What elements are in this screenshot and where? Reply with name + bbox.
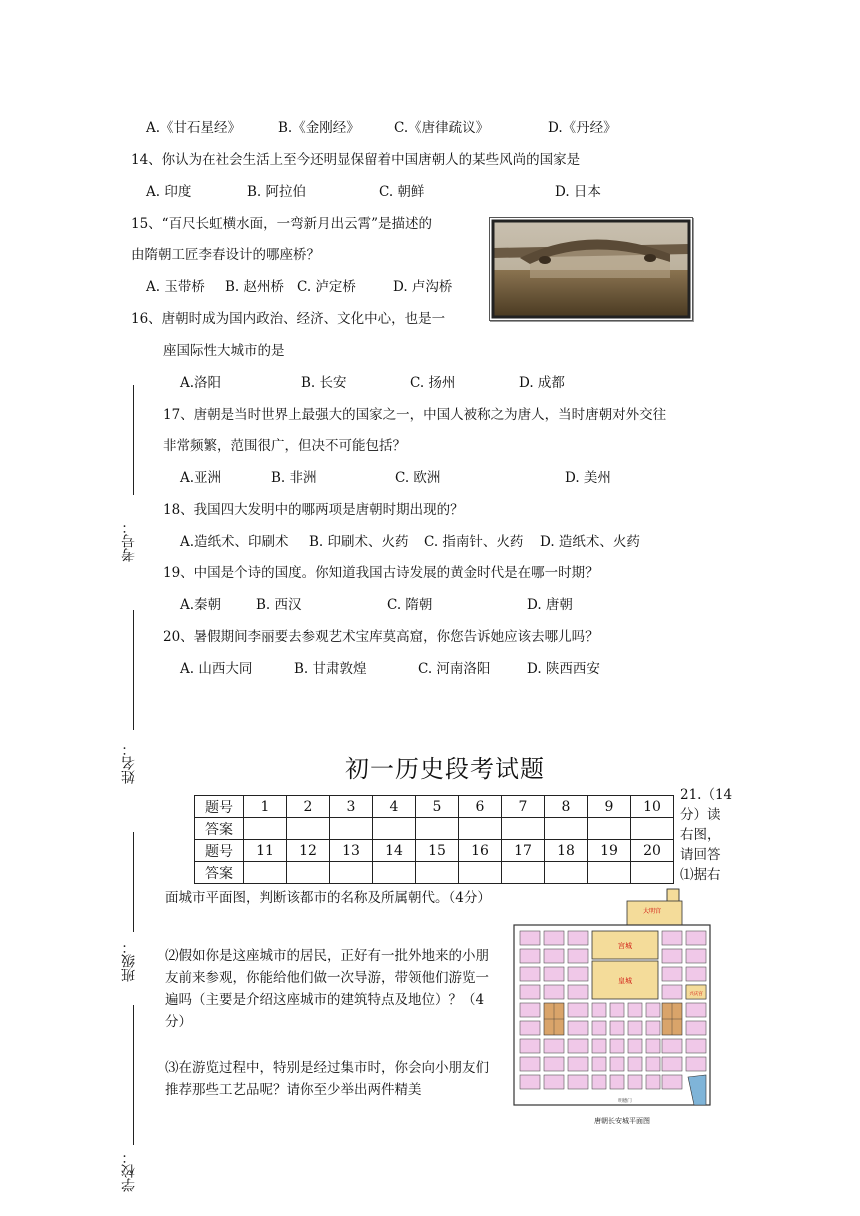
question-number: 7: [502, 796, 545, 818]
q13-option-d: D.《丹经》: [548, 120, 617, 136]
answer-cell[interactable]: [373, 862, 416, 884]
answer-cell[interactable]: [244, 818, 287, 840]
margin-line: [133, 832, 134, 932]
q14-text: 14、你认为在社会生活上至今还明显保留着中国唐朝人的某些风尚的国家是: [131, 152, 581, 168]
answer-cell[interactable]: [330, 862, 373, 884]
margin-line: [133, 610, 134, 730]
question-number: 1: [244, 796, 287, 818]
name-label: 姓名：: [121, 742, 137, 784]
q20-option-a: A. 山西大同: [180, 661, 253, 677]
margin-line: [133, 385, 134, 495]
q17-option-b: B. 非洲: [271, 470, 317, 486]
q21-side-5: ⑴据右: [680, 867, 721, 883]
answer-cell[interactable]: [459, 818, 502, 840]
q15-option-b: B. 赵州桥: [225, 279, 285, 295]
palace-city-label: 宫城: [618, 942, 632, 950]
q21-side-3: 右图，: [680, 827, 721, 843]
q21-part3: ⑶在游览过程中，特别是经过集市时，你会向小朋友们推荐那些工艺品呢？请你至少举出两件精美: [165, 1060, 489, 1098]
q18-option-c: C. 指南针、火药: [424, 534, 524, 550]
imperial-city-label: 皇城: [618, 977, 632, 985]
question-number: 11: [244, 840, 287, 862]
row-label: 题号: [195, 796, 244, 818]
q20-option-b: B. 甘肃敦煌: [294, 661, 367, 677]
q16-option-b: B. 长安: [301, 375, 347, 391]
q17-line2: 非常频繁，范围很广，但决不可能包括？: [163, 438, 406, 454]
q18-option-b: B. 印刷术、火药: [309, 534, 409, 550]
gate-label: 明德门: [618, 1099, 632, 1104]
q15-option-d: D. 卢沟桥: [393, 279, 453, 295]
answer-cell[interactable]: [244, 862, 287, 884]
question-number: 9: [588, 796, 631, 818]
q16-option-a: A.洛阳: [180, 375, 222, 391]
q13-option-c: C.《唐律疏议》: [394, 120, 490, 136]
q14-option-c: C. 朝鲜: [379, 184, 425, 200]
q18-text: 18、我国四大发明中的哪两项是唐朝时期出现的？: [163, 502, 464, 518]
q15-option-c: C. 泸定桥: [297, 279, 356, 295]
q14-option-b: B. 阿拉伯: [247, 184, 307, 200]
table-row: [195, 818, 674, 840]
q15-option-a: A. 玉带桥: [146, 279, 205, 295]
q17-option-d: D. 美州: [565, 470, 611, 486]
q15-line2: 由隋朝工匠李春设计的哪座桥？: [131, 247, 320, 263]
table-row: [195, 862, 674, 884]
question-number: 20: [631, 840, 674, 862]
school-label: 学校：: [121, 1150, 137, 1192]
question-number: 16: [459, 840, 502, 862]
answer-cell[interactable]: [373, 818, 416, 840]
question-number: 19: [588, 840, 631, 862]
exam-title: 初一历史段考试题: [345, 755, 545, 783]
table-row: [195, 840, 674, 862]
changan-city-map: [512, 887, 722, 1127]
answer-cell[interactable]: [330, 818, 373, 840]
q19-option-c: C. 隋朝: [387, 597, 433, 613]
answer-cell[interactable]: [416, 862, 459, 884]
q21-part2: ⑵假如你是这座城市的居民，正好有一批外地来的小朋友前来参观，你能给他们做一次导游，带领他们游览一遍吗（主要是介绍这座城市的建筑特点及地位）？（4分）: [165, 948, 489, 1030]
answer-cell[interactable]: [459, 862, 502, 884]
question-number: 4: [373, 796, 416, 818]
q13-option-b: B.《金刚经》: [278, 120, 360, 136]
q13-option-a: A.《甘石星经》: [146, 120, 242, 136]
answer-cell[interactable]: [588, 818, 631, 840]
answer-cell[interactable]: [631, 818, 674, 840]
answer-cell[interactable]: [287, 818, 330, 840]
answer-table: [194, 795, 674, 884]
xingqing-label: 兴庆宫: [689, 992, 703, 997]
q20-option-c: C. 河南洛阳: [418, 661, 491, 677]
question-number: 2: [287, 796, 330, 818]
question-number: 15: [416, 840, 459, 862]
q21-side-1: 21.（14: [680, 787, 733, 803]
margin-line: [133, 1005, 134, 1145]
answer-cell[interactable]: [502, 862, 545, 884]
class-label: 班级：: [121, 940, 137, 982]
question-number: 5: [416, 796, 459, 818]
answer-cell[interactable]: [416, 818, 459, 840]
answer-cell[interactable]: [545, 862, 588, 884]
row-label: 题号: [195, 840, 244, 862]
row-label: 答案: [195, 818, 244, 840]
q21-part1: 面城市平面图，判断该都市的名称及所属朝代。（4分）: [165, 890, 491, 906]
answer-cell[interactable]: [631, 862, 674, 884]
q19-text: 19、中国是个诗的国度。你知道我国古诗发展的黄金时代是在哪一时期？: [163, 565, 599, 581]
answer-cell[interactable]: [502, 818, 545, 840]
question-number: 18: [545, 840, 588, 862]
q19-option-a: A.秦朝: [180, 597, 222, 613]
q16-option-c: C. 扬州: [410, 375, 456, 391]
q16-option-d: D. 成都: [519, 375, 565, 391]
q15-line1: 15、“百尺长虹横水面，一弯新月出云霄”是描述的: [131, 216, 432, 232]
question-number: 14: [373, 840, 416, 862]
question-number: 12: [287, 840, 330, 862]
answer-cell[interactable]: [287, 862, 330, 884]
q20-option-d: D. 陕西西安: [527, 661, 600, 677]
q19-option-d: D. 唐朝: [527, 597, 573, 613]
q18-option-d: D. 造纸术、火药: [540, 534, 640, 550]
question-number: 13: [330, 840, 373, 862]
q16-line1: 16、唐朝时成为国内政治、经济、文化中心，也是一: [131, 311, 446, 327]
q17-option-c: C. 欧洲: [395, 470, 441, 486]
exam-number-label: 考号：: [121, 520, 137, 562]
q14-option-d: D. 日本: [555, 184, 601, 200]
q21-side-2: 分）读: [680, 807, 721, 823]
question-number: 17: [502, 840, 545, 862]
q17-option-a: A.亚洲: [180, 470, 222, 486]
question-number: 6: [459, 796, 502, 818]
question-number: 10: [631, 796, 674, 818]
q19-option-b: B. 西汉: [256, 597, 302, 613]
q20-text: 20、暑假期间李丽要去参观艺术宝库莫高窟，你您告诉她应该去哪儿吗？: [163, 629, 599, 645]
q21-side-4: 请回答: [680, 847, 721, 863]
map-caption: 唐朝长安城平面图: [594, 1117, 650, 1125]
q16-line2: 座国际性大城市的是: [163, 343, 285, 359]
question-number: 8: [545, 796, 588, 818]
question-number: 3: [330, 796, 373, 818]
table-row: [195, 796, 674, 818]
row-label: 答案: [195, 862, 244, 884]
answer-cell[interactable]: [545, 818, 588, 840]
daminggong-label: 大明宫: [642, 908, 662, 915]
zhaozhou-bridge-photo: [489, 217, 693, 321]
q14-option-a: A. 印度: [146, 184, 192, 200]
q17-line1: 17、唐朝是当时世界上最强大的国家之一，中国人被称之为唐人，当时唐朝对外交往: [163, 407, 667, 423]
answer-cell[interactable]: [588, 862, 631, 884]
q18-option-a: A.造纸术、印刷术: [180, 534, 289, 550]
